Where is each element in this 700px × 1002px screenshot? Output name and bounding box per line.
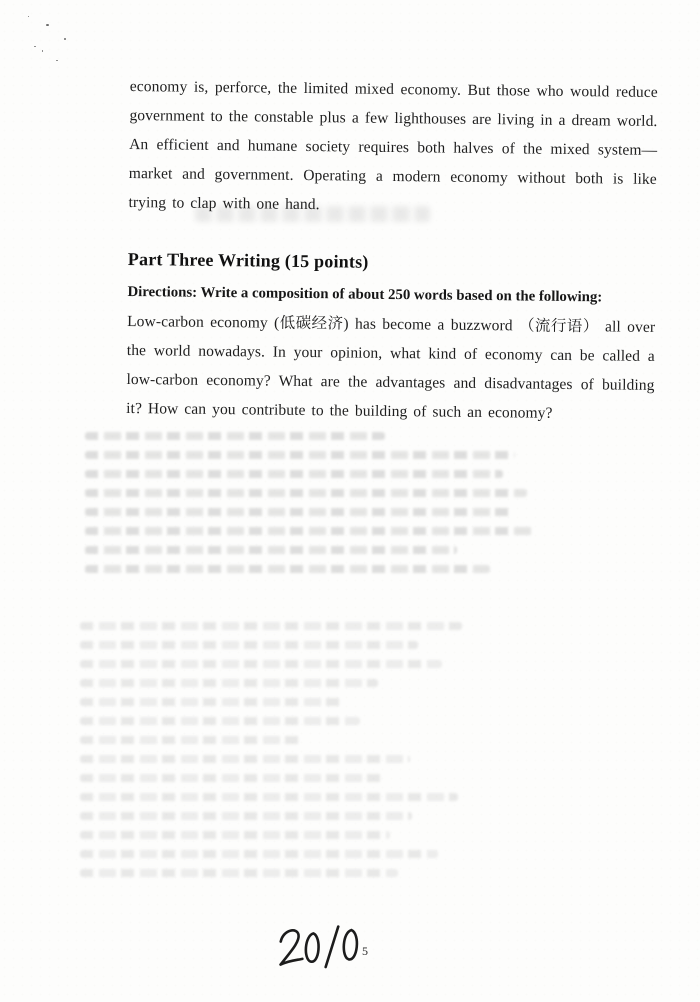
bleedthrough-block-2: [80, 622, 462, 888]
directions-line: Directions: Write a composition of about 250 words based on the following:: [127, 283, 603, 306]
bleedthrough-line: [80, 831, 390, 839]
bleedthrough-line: [80, 755, 410, 763]
bleedthrough-line: [85, 546, 457, 554]
bleedthrough-line: [85, 451, 515, 459]
scan-speck: [56, 60, 58, 61]
page-number: 5: [362, 944, 368, 958]
bleedthrough-block-1: [85, 432, 535, 584]
bleedthrough-line: [80, 679, 378, 687]
bleedthrough-line: [85, 432, 385, 440]
printed-content: [126, 72, 658, 429]
writing-prompt-paragraph: Low-carbon economy (低碳经济) has become a buzzword （流行语） all over the world nowadays. In your opinion, what kind of economy can be called a low-carbon economy? What are the advantages and disadvantages of building it? How can you contribute to the building of such an economy?: [126, 312, 656, 422]
bleedthrough-line: [80, 736, 304, 744]
scan-speck: [28, 16, 29, 17]
bleedthrough-line: [80, 641, 418, 649]
bleedthrough-line: [80, 660, 442, 668]
scan-speck: [46, 24, 49, 26]
bleedthrough-line: [85, 489, 527, 497]
scan-speck: [34, 46, 36, 47]
bleedthrough-line: [80, 793, 458, 801]
bleedthrough-line: [85, 508, 513, 516]
closing-paragraph: economy is, perforce, the limited mixed economy. But those who would reduce government to the constable plus a few lighthouses are living in a dream world. An efficient and humane society requires both halves of the mixed system—market and government. Operating a modern economy without both is like trying to clap with one hand.: [128, 77, 658, 214]
bleedthrough-line: [80, 850, 438, 858]
bleedthrough-line: [85, 527, 535, 535]
bleedthrough-line: [80, 774, 382, 782]
bleedthrough-line: [80, 698, 342, 706]
bleedthrough-line: [80, 622, 462, 630]
bleedthrough-line: [80, 869, 398, 877]
bleedthrough-line: [85, 470, 503, 478]
scan-speck: [42, 50, 43, 52]
scan-speck: [64, 38, 66, 40]
section-heading: Part Three Writing (15 points): [127, 248, 369, 272]
bleedthrough-line: [80, 717, 360, 725]
bleedthrough-line: [85, 565, 490, 573]
bleedthrough-line: [80, 812, 412, 820]
